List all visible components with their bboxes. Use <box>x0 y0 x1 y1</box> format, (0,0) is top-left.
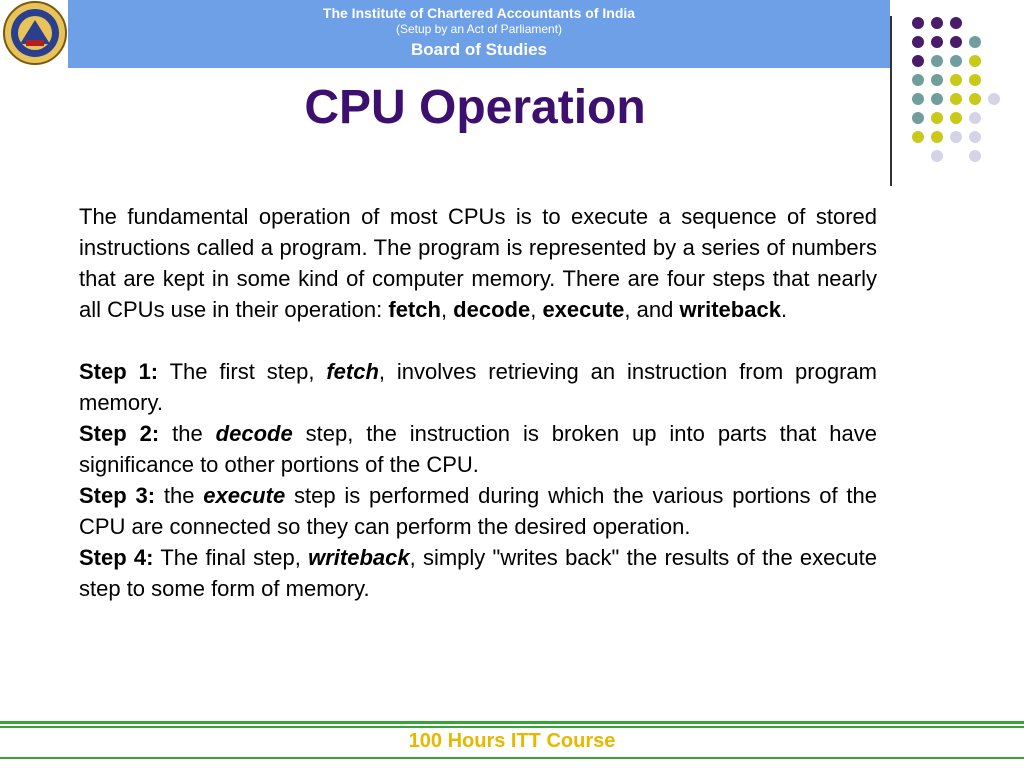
kw-execute: execute <box>542 297 625 322</box>
step-keyword: fetch <box>326 359 379 384</box>
step-label: Step 2: <box>79 421 160 446</box>
step-keyword: execute <box>203 483 286 508</box>
institute-name: The Institute of Chartered Accountants of India <box>322 5 636 21</box>
slide-content <box>79 201 877 604</box>
step-keyword: writeback <box>308 545 410 570</box>
vertical-divider <box>890 16 892 186</box>
footer-bottom-line <box>0 757 1024 759</box>
step-label: Step 3: <box>79 483 156 508</box>
slide-title: CPU Operation <box>304 81 646 134</box>
step-2: Step 2: the decode step, the instruction is broken up into parts that have significance to other portions of the CPU. <box>79 421 878 477</box>
step-1: Step 1: The first step, fetch, involves retrieving an instruction from program memory. <box>79 359 877 415</box>
step-keyword: decode <box>215 421 293 446</box>
dot-grid <box>912 17 1000 162</box>
paragraph-gap <box>79 325 877 356</box>
footer-course-name: 100 Hours ITT Course <box>408 730 616 752</box>
board-of-studies: Board of Studies <box>410 40 547 59</box>
step-label: Step 4: <box>79 545 154 570</box>
step-label: Step 1: <box>79 359 159 384</box>
kw-decode: decode <box>453 297 531 322</box>
step-3: Step 3: the execute step is performed during which the various portions of the CPU are connected so they can perform the desired operation. <box>79 483 878 539</box>
footer-divider <box>0 721 1024 728</box>
decorative-dots <box>900 8 1020 168</box>
institute-subtitle: (Setup by an Act of Parliament) <box>395 22 563 36</box>
step-4: Step 4: The final step, writeback, simply "writes back" the results of the execute step to some form of memory. <box>79 545 877 601</box>
kw-fetch: fetch <box>388 297 441 322</box>
intro-paragraph: The fundamental operation of most CPUs is to execute a sequence of stored instructions called a program. The program is represented by a series of numbers that are kept in some kind of computer memory. There are four steps that nearly all CPUs use in their operation: fetch, decode, execute, and writeback. <box>79 204 877 322</box>
header-band <box>68 0 890 68</box>
icai-logo-icon <box>2 0 68 66</box>
kw-writeback: writeback <box>679 297 781 322</box>
